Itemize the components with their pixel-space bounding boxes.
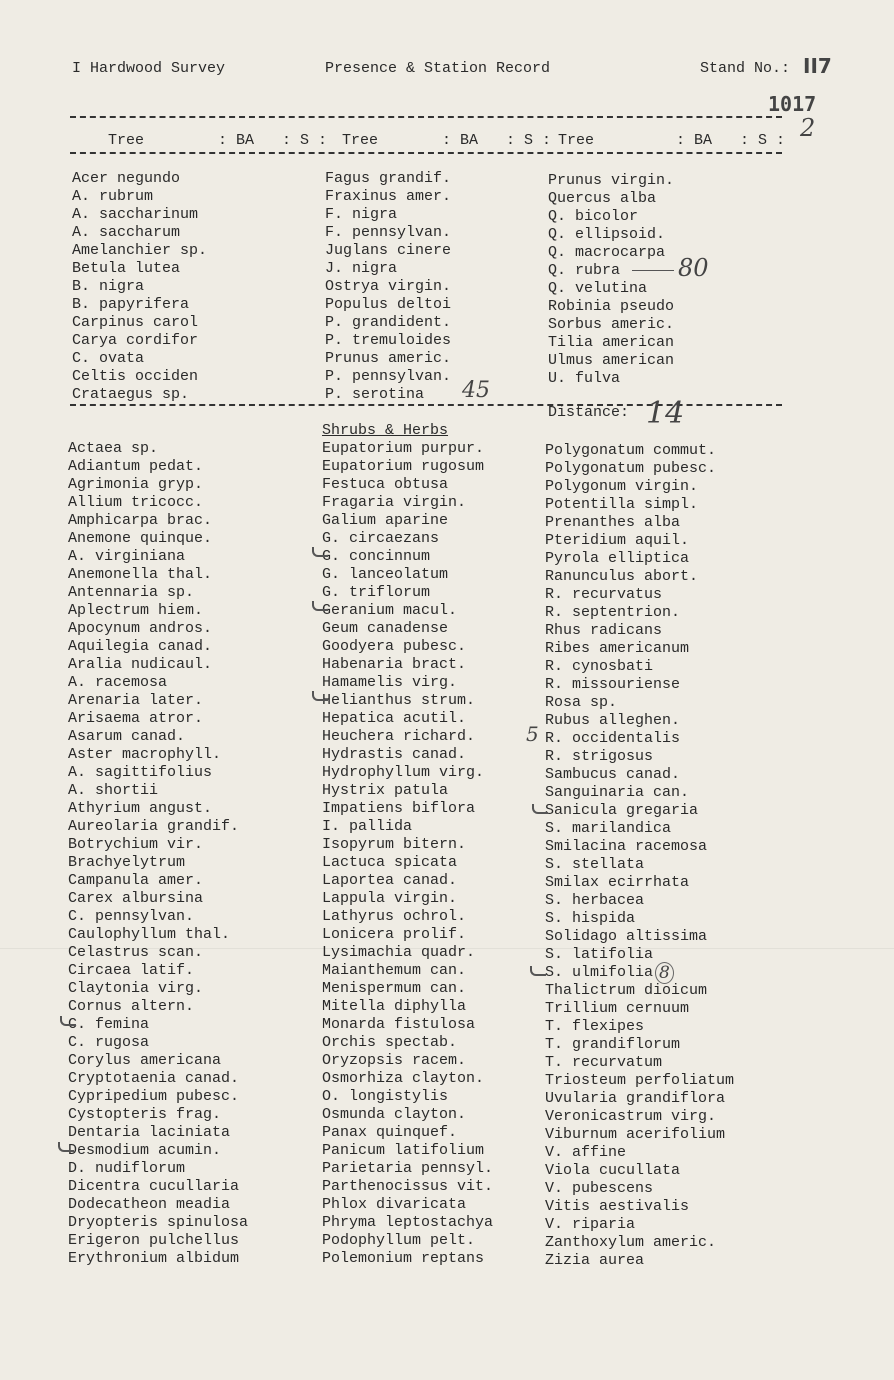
shrub-item: Zanthoxylum americ. [545,1234,717,1251]
distance-label: Distance: [548,404,630,421]
shrub-item: A. racemosa [68,674,168,691]
shrub-item: Zizia aurea [545,1252,645,1269]
shrub-item: Osmorhiza clayton. [322,1070,485,1087]
tree-item: Carya cordifor [72,332,199,349]
shrub-item: Hamamelis virg. [322,674,458,691]
tree-item: Acer negundo [72,170,181,187]
stand-label: Stand No.: [700,60,791,77]
tree-item: P. serotina [325,386,425,403]
shrub-item: Actaea sp. [68,440,159,457]
shrub-item: I. pallida [322,818,413,835]
shrubs-heading: Shrubs & Herbs [322,422,449,439]
tree-item: A. saccharinum [72,206,199,223]
tree-list-3 [548,172,674,388]
tree-item: Ulmus american [548,352,675,369]
shrub-list-3 [545,442,734,1270]
shrub-item: Maianthemum can. [322,962,467,979]
rubra-pointer-line [632,270,674,271]
shrub-item: D. nudiflorum [68,1160,186,1177]
ulmifolia-value: 8 [655,962,674,984]
shrub-item: Antennaria sp. [68,584,195,601]
shrub-item: Amphicarpa brac. [68,512,213,529]
shrub-item: Polemonium reptans [322,1250,485,1267]
shrub-item: Prenanthes alba [545,514,681,531]
shrub-item: C. pennsylvan. [68,908,195,925]
shrub-item: Polygonatum pubesc. [545,460,717,477]
tree-item: J. nigra [325,260,398,277]
shrub-item: S. marilandica [545,820,672,837]
shrub-item: Parietaria pennsyl. [322,1160,494,1177]
shrub-item: Podophyllum pelt. [322,1232,476,1249]
shrub-item: Rosa sp. [545,694,618,711]
tree-item: Q. ellipsoid. [548,226,666,243]
divider-heading [70,152,782,154]
shrub-item: Habenaria bract. [322,656,467,673]
shrub-item: R. strigosus [545,748,654,765]
shrub-item: Menispermum can. [322,980,467,997]
serotina-value: 45 [462,378,490,403]
tree-item: Carpinus carol [72,314,199,331]
shrub-item: Agrimonia gryp. [68,476,204,493]
shrub-item: Cornus altern. [68,998,195,1015]
tree-item: Fraxinus amer. [325,188,452,205]
shrub-item: Desmodium acumin. [68,1142,222,1159]
shrub-item: Adiantum pedat. [68,458,204,475]
shrub-item: Viburnum acerifolium [545,1126,726,1143]
tree-item: Fagus grandif. [325,170,452,187]
shrub-item: Trillium cernuum [545,1000,690,1017]
shrub-item: Parthenocissus vit. [322,1178,494,1195]
tree-item: Populus deltoi [325,296,452,313]
shrub-item: Aralia nudicaul. [68,656,213,673]
shrub-item: Lappula virgin. [322,890,458,907]
shrub-item: G. triflorum [322,584,431,601]
shrub-item: Phlox divaricata [322,1196,467,1213]
tree-item: Q. velutina [548,280,648,297]
shrub-item: Caulophyllum thal. [68,926,231,943]
shrub-item: Dryopteris spinulosa [68,1214,249,1231]
tree-item: P. tremuloides [325,332,452,349]
s-heading-2: : S : [506,132,552,149]
tree-item: Betula lutea [72,260,181,277]
shrub-item: Mitella diphylla [322,998,467,1015]
shrub-item: Osmunda clayton. [322,1106,467,1123]
shrub-item: Corylus americana [68,1052,222,1069]
shrub-item: Solidago altissima [545,928,708,945]
shrub-item: G. lanceolatum [322,566,449,583]
tree-heading-2: Tree [342,132,379,149]
shrub-item: Eupatorium rugosum [322,458,485,475]
shrub-item: Asarum canad. [68,728,186,745]
stand-mark: 2 [800,114,816,142]
shrub-item: Aplectrum hiem. [68,602,204,619]
shrub-item: Isopyrum bitern. [322,836,467,853]
tree-item: Q. macrocarpa [548,244,666,261]
shrub-item: Thalictrum dioicum [545,982,708,999]
shrub-item: Circaea latif. [68,962,195,979]
tree-item: Quercus alba [548,190,657,207]
tree-item: Q. bicolor [548,208,639,225]
tree-item: Ostrya virgin. [325,278,452,295]
shrub-item: Uvularia grandiflora [545,1090,726,1107]
survey-title: I Hardwood Survey [72,60,226,77]
shrub-item: Ranunculus abort. [545,568,699,585]
checkmark-helianthus [312,691,328,701]
shrub-item: A. sagittifolius [68,764,213,781]
shrub-item: R. occidentalis [545,730,681,747]
shrub-item: Polygonatum commut. [545,442,717,459]
shrub-item: Orchis spectab. [322,1034,458,1051]
tree-item: C. ovata [72,350,145,367]
shrub-item: Sanguinaria can. [545,784,690,801]
shrub-item: Hydrastis canad. [322,746,467,763]
rubra-value: 80 [678,254,709,282]
shrub-item: Dodecatheon meadia [68,1196,231,1213]
tree-item: U. fulva [548,370,621,387]
shrub-item: A. virginiana [68,548,186,565]
shrub-item: G. concinnum [322,548,431,565]
shrub-item: Smilacina racemosa [545,838,708,855]
shrub-item: Cystopteris frag. [68,1106,222,1123]
tree-item: Crataegus sp. [72,386,190,403]
shrub-item: T. flexipes [545,1018,645,1035]
shrub-item: Campanula amer. [68,872,204,889]
tree-item: F. pennsylvan. [325,224,452,241]
shrub-item: Dicentra cucullaria [68,1178,240,1195]
shrub-item: R. missouriense [545,676,681,693]
shrub-item: Triosteum perfoliatum [545,1072,735,1089]
shrub-item: Claytonia virg. [68,980,204,997]
shrub-item: Apocynum andros. [68,620,213,637]
shrub-item: S. hispida [545,910,636,927]
shrub-item: Vitis aestivalis [545,1198,690,1215]
shrub-item: V. riparia [545,1216,636,1233]
tree-item: Prunus virgin. [548,172,675,189]
shrub-item: T. grandiflorum [545,1036,681,1053]
distance-value: 14 [646,396,685,431]
shrub-item: Botrychium vir. [68,836,204,853]
shrub-item: T. recurvatum [545,1054,663,1071]
shrub-item: Geranium macul. [322,602,458,619]
tree-list-1 [72,170,207,404]
shrub-list-2 [322,440,493,1268]
shrub-item: Allium tricocc. [68,494,204,511]
shrub-item: S. ulmifolia [545,964,654,981]
shrub-item: Anemonella thal. [68,566,213,583]
shrub-item: C. rugosa [68,1034,150,1051]
checkmark-desmodium [58,1142,74,1152]
shrub-item: Lonicera prolif. [322,926,467,943]
shrub-item: Aquilegia canad. [68,638,213,655]
shrub-item: Smilax ecirrhata [545,874,690,891]
shrub-item: Lactuca spicata [322,854,458,871]
checkmark-ulmifolia [530,966,546,976]
checkmark-concinnum [312,547,328,557]
shrub-item: S. herbacea [545,892,645,909]
shrub-item: Ribes americanum [545,640,690,657]
tree-item: Q. rubra [548,262,621,279]
shrub-item: V. affine [545,1144,627,1161]
shrub-item: R. cynosbati [545,658,654,675]
tree-item: Celtis occiden [72,368,199,385]
shrub-item: R. recurvatus [545,586,663,603]
tree-item: P. grandident. [325,314,452,331]
shrub-item: Rhus radicans [545,622,663,639]
shrub-item: V. pubescens [545,1180,654,1197]
shrub-item: Impatiens biflora [322,800,476,817]
shrub-item: Erythronium albidum [68,1250,240,1267]
ba-heading-1: : BA [218,132,255,149]
shrub-item: Arisaema atror. [68,710,204,727]
shrub-item: Erigeron pulchellus [68,1232,240,1249]
shrub-item: R. septentrion. [545,604,681,621]
shrub-item: O. longistylis [322,1088,449,1105]
checkmark-geranium [312,601,328,611]
shrub-item: Goodyera pubesc. [322,638,467,655]
shrub-item: Hystrix patula [322,782,449,799]
shrub-item: S. stellata [545,856,645,873]
s-heading-3: : S : [740,132,786,149]
tree-item: Juglans cinere [325,242,452,259]
tree-item: Prunus americ. [325,350,452,367]
divider-top [70,116,782,118]
s-heading-1: : S : [282,132,328,149]
shrub-item: Viola cucullata [545,1162,681,1179]
stand-number: 1017 [768,92,817,116]
tree-item: B. nigra [72,278,145,295]
shrub-item: Dentaria laciniata [68,1124,231,1141]
tree-item: Robinia pseudo [548,298,675,315]
shrub-item: Anemone quinque. [68,530,213,547]
shrub-item: Festuca obtusa [322,476,449,493]
shrub-item: Polygonum virgin. [545,478,699,495]
tree-item: Amelanchier sp. [72,242,208,259]
tree-item: Sorbus americ. [548,316,675,333]
ba-heading-3: : BA [676,132,713,149]
shrub-item: Monarda fistulosa [322,1016,476,1033]
tree-heading-3: Tree [558,132,595,149]
shrub-item: Aureolaria grandif. [68,818,240,835]
shrub-item: Carex albursina [68,890,204,907]
shrub-item: A. shortii [68,782,159,799]
checkmark-sanicula [532,804,548,814]
shrub-item: S. latifolia [545,946,654,963]
shrub-item: Phryma leptostachya [322,1214,494,1231]
shrub-item: Hydrophyllum virg. [322,764,485,781]
shrub-item: G. circaezans [322,530,440,547]
shrub-item: Aster macrophyll. [68,746,222,763]
tree-item: P. pennsylvan. [325,368,452,385]
shrub-item: Heuchera richard. [322,728,476,745]
rubus-value: 5 [526,722,539,746]
tree-list-2 [325,170,451,404]
shrub-list-1 [68,440,248,1268]
shrub-item: Geum canadense [322,620,449,637]
tree-item: A. rubrum [72,188,154,205]
shrub-item: Veronicastrum virg. [545,1108,717,1125]
paper-fold [0,948,894,949]
shrub-item: Helianthus strum. [322,692,476,709]
tree-item: Tilia american [548,334,675,351]
tree-item: F. nigra [325,206,398,223]
shrub-item: Potentilla simpl. [545,496,699,513]
shrub-item: Hepatica acutil. [322,710,467,727]
shrub-item: Arenaria later. [68,692,204,709]
shrub-item: Rubus alleghen. [545,712,681,729]
shrub-item: Brachyelytrum [68,854,186,871]
tree-item: A. saccharum [72,224,181,241]
shrub-item: Lathyrus ochrol. [322,908,467,925]
shrub-item: Athyrium angust. [68,800,213,817]
shrub-item: Pteridium aquil. [545,532,690,549]
shrub-item: Lysimachia quadr. [322,944,476,961]
ba-heading-2: : BA [442,132,479,149]
record-title: Presence & Station Record [325,60,551,77]
shrub-item: Cryptotaenia canad. [68,1070,240,1087]
shrub-item: Oryzopsis racem. [322,1052,467,1069]
shrub-item: Panax quinquef. [322,1124,458,1141]
shrub-item: Sanicula gregaria [545,802,699,819]
tree-heading-1: Tree [108,132,145,149]
checkmark-femina [60,1016,76,1026]
stand-value: II7 [803,54,832,78]
shrub-item: Sambucus canad. [545,766,681,783]
shrub-item: Pyrola elliptica [545,550,690,567]
tree-item: B. papyrifera [72,296,190,313]
shrub-item: Panicum latifolium [322,1142,485,1159]
shrub-item: Celastrus scan. [68,944,204,961]
shrub-item: Laportea canad. [322,872,458,889]
shrub-item: C. femina [68,1016,150,1033]
shrub-item: Fragaria virgin. [322,494,467,511]
shrub-item: Galium aparine [322,512,449,529]
shrub-item: Cypripedium pubesc. [68,1088,240,1105]
shrub-item: Eupatorium purpur. [322,440,485,457]
